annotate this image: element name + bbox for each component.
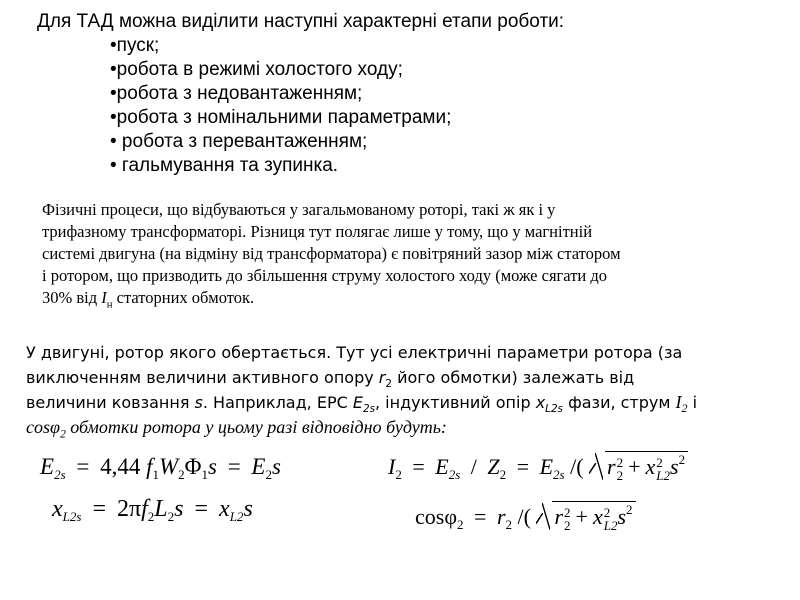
sub: L2s [62, 509, 82, 524]
sub-sup [564, 506, 571, 532]
var-E: E [251, 454, 266, 479]
sub: 2s [553, 467, 565, 482]
sub: 2 [564, 517, 571, 533]
sub: 2 [395, 467, 402, 482]
equals: = [474, 504, 487, 529]
var-x: x [592, 504, 603, 529]
sub: 1 [201, 467, 208, 482]
sub: 2 [505, 517, 513, 532]
var-x: x [645, 454, 656, 479]
var-f: f [141, 496, 148, 522]
var-I: I [101, 288, 107, 307]
formula-current [388, 451, 688, 483]
sub: 2 [167, 509, 175, 524]
paragraph-line: і ротором, що призводить до збільшення струму холостого ходу (може сягати до [42, 266, 608, 285]
plus: + [575, 504, 588, 529]
text: , індуктивний опір [374, 393, 536, 412]
paragraph-line: Фізичні процеси, що відбуваються у загальмованому роторі, такі ж як і у [42, 200, 556, 219]
var-x: x [52, 496, 63, 522]
pi: π [129, 496, 142, 522]
sub-sup [656, 456, 670, 482]
var-s: s [271, 454, 281, 479]
paragraph-line [26, 365, 786, 390]
sub: 2s [362, 403, 375, 416]
var-x: x [535, 393, 546, 412]
var-L: L [154, 496, 168, 522]
var-I: I [388, 454, 396, 479]
sub: 2 [59, 427, 66, 441]
cos: cos [415, 504, 445, 529]
sqrt-sign [536, 501, 635, 532]
sub: L2 [229, 509, 244, 524]
text: обмотки ротора у цьому разі відповідно будуть: [65, 417, 447, 437]
text: 30% від [42, 288, 102, 307]
sqrt-radicand [605, 451, 688, 482]
text: . Наприклад, ЕРС [202, 393, 353, 412]
var-r: r [554, 504, 564, 529]
equals: = [227, 454, 241, 479]
var-s: s [194, 393, 203, 412]
paragraph-line: У двигуні, ротор якого обертається. Тут усі електричні параметри ротора (за [26, 343, 683, 362]
slash: / [470, 454, 477, 479]
sub: 2 [499, 467, 507, 482]
sub: L2 [603, 517, 618, 533]
equals: = [516, 454, 530, 479]
equals: = [194, 496, 209, 522]
sub: 2 [178, 467, 185, 482]
sub: 2s [54, 467, 66, 482]
list-item: •пуск; [110, 35, 160, 56]
sub: 2 [681, 401, 688, 416]
slash-paren: /( [570, 454, 584, 479]
paragraph-line: трифазному трансформаторі. Різниця тут полягає лише у тому, що у магнітній [42, 222, 593, 241]
sub: 2 [457, 517, 464, 532]
sub-n: н [106, 298, 113, 311]
text: і [687, 393, 698, 412]
physics-paragraph [42, 199, 762, 309]
list-item: •робота з недовантаженням; [110, 83, 363, 104]
sub: 1 [152, 467, 159, 482]
var-r: r [496, 504, 506, 529]
sup: 2 [656, 454, 663, 470]
var-Z: Z [487, 454, 500, 479]
var-s: s [174, 496, 184, 522]
var-r: r [607, 454, 616, 479]
var-s: s [670, 454, 679, 479]
sqrt-radicand [552, 501, 635, 532]
paragraph-line [42, 287, 762, 309]
text: cosφ [26, 417, 60, 437]
sup: 2 [626, 502, 633, 517]
var-s: s [243, 496, 253, 522]
text: статорних обмоток. [112, 288, 255, 307]
number: 2 [117, 496, 129, 522]
equals: = [92, 496, 106, 522]
rotor-paragraph [26, 340, 786, 440]
sub: 2 [265, 467, 272, 482]
formula-emf [40, 454, 281, 483]
text: виключенням величини активного опору [26, 368, 379, 387]
sub-sup [617, 456, 624, 482]
equals: = [412, 454, 425, 479]
var-E: E [352, 393, 363, 412]
list-item: •робота з номінальними параметрами; [110, 107, 452, 128]
intro-heading: Для ТАД можна виділити наступні характерні етапи роботи: [37, 11, 565, 32]
text: фази, струм [562, 393, 676, 412]
paragraph-line [26, 415, 786, 440]
sup: 2 [678, 452, 686, 467]
list-item: • робота з перевантаженням; [110, 131, 368, 152]
sup: 2 [603, 504, 611, 520]
var-x: x [219, 496, 230, 522]
coefficient: 4,44 [100, 454, 141, 479]
sup: 2 [616, 454, 624, 470]
list-item: •робота в режимі холостого ходу; [110, 59, 403, 80]
formula-cosphi [415, 501, 636, 533]
var-f: f [146, 454, 153, 479]
var-phi: Φ [184, 454, 202, 479]
paragraph-line [26, 390, 786, 415]
var-s: s [617, 504, 627, 529]
plus: + [628, 454, 641, 479]
var-W: W [159, 454, 179, 479]
equals: = [76, 454, 90, 479]
sub: 2 [385, 378, 392, 391]
paragraph-line: системі двигуна (на відміну від трансформатора) є повітряний зазор між статором [42, 244, 621, 263]
list-item: • гальмування та зупинка. [110, 155, 339, 176]
var-E: E [539, 454, 554, 479]
sub: 2 [147, 509, 155, 524]
var-s: s [207, 454, 217, 479]
sqrt-sign [589, 451, 688, 482]
sup: 2 [564, 504, 571, 520]
stages-list [110, 34, 451, 178]
sub-sup [604, 506, 618, 532]
var-E: E [40, 454, 55, 479]
text: його обмотки) залежать від [391, 368, 635, 387]
formula-reactance [52, 496, 253, 525]
slash-paren: /( [517, 504, 531, 529]
sub: L2 [656, 467, 671, 483]
var-I: I [675, 392, 682, 412]
var-E: E [435, 454, 449, 479]
var-r: r [378, 368, 386, 387]
sub: 2 [616, 467, 624, 483]
var-phi: φ [444, 504, 458, 529]
text: величини ковзання [26, 393, 195, 412]
sub: 2s [448, 467, 461, 482]
sub: L2s [545, 403, 563, 416]
